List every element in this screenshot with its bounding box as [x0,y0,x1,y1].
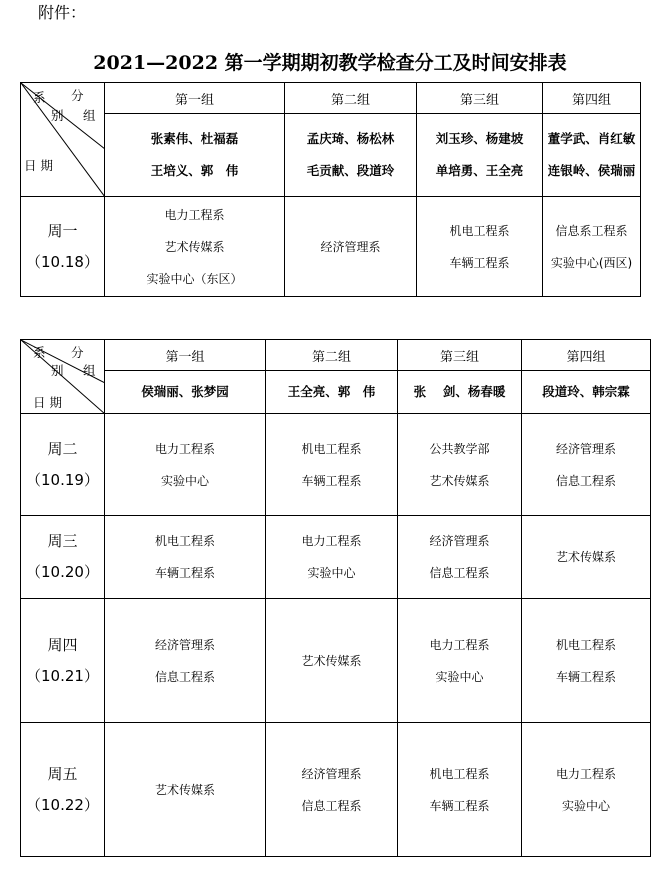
group-2-members: 孟庆琦、杨松林 毛贡献、段道玲 [285,114,417,197]
group-3-header: 第三组 [398,340,522,371]
assignment-cell: 信息系工程系 实验中心(西区) [543,197,641,297]
group-2-members: 王全亮、郭 伟 [266,371,398,414]
assignment-cell: 机电工程系 车辆工程系 [417,197,543,297]
corner-label-bie: 别 [51,363,64,378]
group-header-row [21,340,651,371]
assignment-cell: 电力工程系 实验中心 [522,723,651,857]
assignment-cell: 电力工程系 实验中心 [105,414,266,516]
assignment-cell: 公共教学部 艺术传媒系 [398,414,522,516]
assignment-cell: 机电工程系 车辆工程系 [522,599,651,723]
group-2-header: 第二组 [285,83,417,114]
group-4-members: 段道玲、韩宗霖 [522,371,651,414]
group-1-members: 侯瑞丽、张梦园 [105,371,266,414]
group-3-members: 张 剑、杨春暖 [398,371,522,414]
corner-label-zu: 组 [83,108,96,123]
corner-label-xi: 系 [33,90,46,105]
corner-label-fen: 分 [71,88,84,103]
group-3-members: 刘玉珍、杨建坡 单培勇、王全亮 [417,114,543,197]
day-cell: 周五 （10.22） [21,723,105,857]
members-row [21,114,641,197]
assignment-cell: 经济管理系 信息工程系 [398,516,522,599]
schedule-row-thursday [21,599,651,723]
schedule-table-2 [20,339,651,857]
group-4-members: 董学武、肖红敏 连银岭、侯瑞丽 [543,114,641,197]
assignment-cell: 电力工程系 实验中心 [398,599,522,723]
assignment-cell: 经济管理系 信息工程系 [266,723,398,857]
assignment-cell: 电力工程系 艺术传媒系 实验中心（东区） [105,197,285,297]
schedule-row-wednesday [21,516,651,599]
group-1-header: 第一组 [105,83,285,114]
day-cell: 周四 （10.21） [21,599,105,723]
day-cell: 周一 （10.18） [21,197,105,297]
assignment-cell: 艺术传媒系 [266,599,398,723]
corner-label-bie: 别 [51,108,64,123]
attachment-label: 附件： [38,3,87,22]
day-cell: 周二 （10.19） [21,414,105,516]
schedule-row-friday [21,723,651,857]
schedule-row-tuesday [21,414,651,516]
corner-label-date: 日 期 [24,158,53,173]
corner-header-cell [21,83,105,197]
assignment-cell: 艺术传媒系 [522,516,651,599]
schedule-table-1 [20,82,641,297]
assignment-cell: 机电工程系 车辆工程系 [398,723,522,857]
assignment-cell: 电力工程系 实验中心 [266,516,398,599]
assignment-cell: 经济管理系 信息工程系 [522,414,651,516]
group-2-header: 第二组 [266,340,398,371]
day-cell: 周三 （10.20） [21,516,105,599]
corner-header-cell [21,340,105,414]
corner-label-date: 日 期 [33,395,62,410]
corner-label-zu: 组 [83,363,96,378]
group-1-header: 第一组 [105,340,266,371]
assignment-cell: 机电工程系 车辆工程系 [266,414,398,516]
group-1-members: 张素伟、杜福磊 王培义、郭 伟 [105,114,285,197]
corner-label-fen: 分 [71,345,84,360]
document-title: 2021—2022 第一学期期初教学检查分工及时间安排表 [93,52,567,74]
assignment-cell: 经济管理系 信息工程系 [105,599,266,723]
group-4-header: 第四组 [543,83,641,114]
group-4-header: 第四组 [522,340,651,371]
corner-label-xi: 系 [33,345,46,360]
assignment-cell: 艺术传媒系 [105,723,266,857]
assignment-cell: 机电工程系 车辆工程系 [105,516,266,599]
schedule-row-monday [21,197,641,297]
members-row [21,371,651,414]
group-3-header: 第三组 [417,83,543,114]
assignment-cell: 经济管理系 [285,197,417,297]
group-header-row [21,83,641,114]
